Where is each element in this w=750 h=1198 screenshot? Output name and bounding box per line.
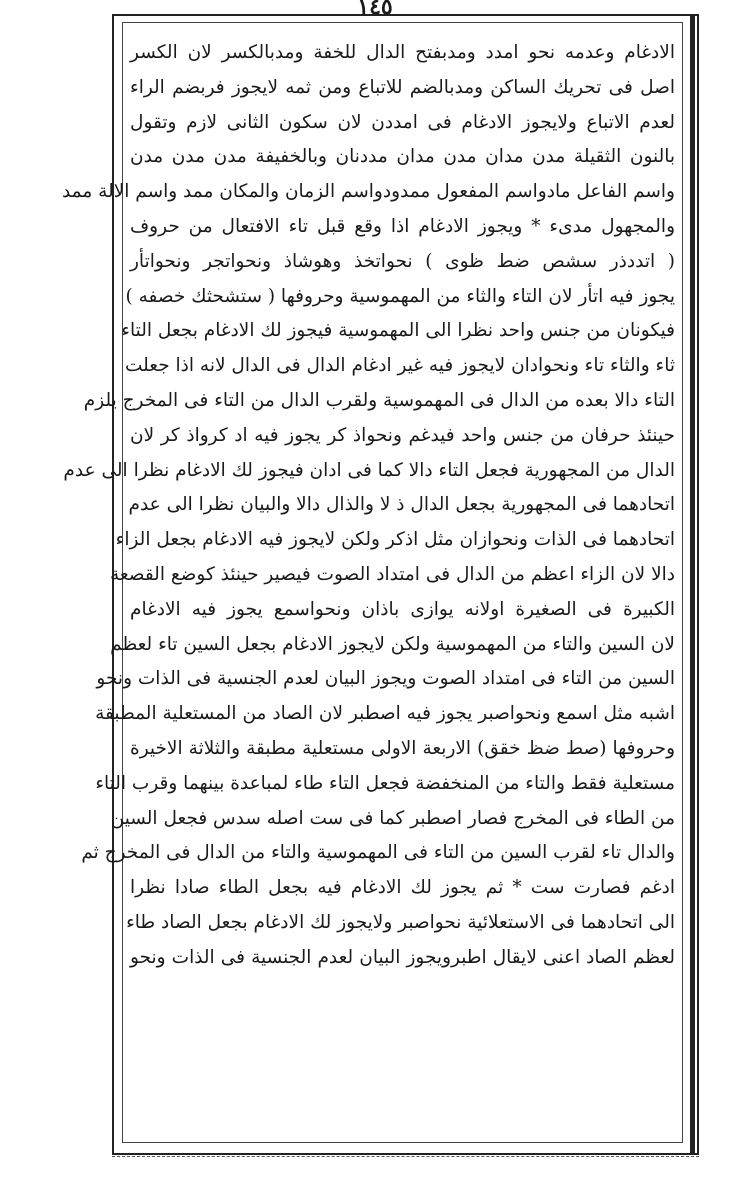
text-line: لعدم الاتباع ولايجوز الادغام فى امددن لان سكون الثانى لازم وتقول (130, 111, 675, 133)
text-line: ( اتددذر سشص ضط ظوى ) نحواتخذ وهوشاذ ونحواتجر ونحواتأر (130, 250, 675, 272)
text-line: اشبه مثل اسمع ونحواصبر يجوز فيه اصطبر لان الصاد من المستعلية المطبقة (95, 703, 675, 725)
text-line: والدال تاء لقرب السين من التاء فى المهموسية والتاء من الدال فى المخرج ثم (81, 842, 675, 864)
text-line: لعظم الصاد اعنى لايقال اطبرويجوز البيان لعدم الجنسية فى الذات ونحو (130, 946, 675, 968)
text-line: اتحادهما فى المجهورية بجعل الدال ذ لا والذال دالا والبيان نظرا الى عدم (128, 494, 675, 516)
body-text (61, 36, 675, 976)
text-line: فيكونان من جنس واحد نظرا الى المهموسية فيجوز لك الادغام بجعل التاء (121, 320, 675, 342)
text-line: والمجهول مدىء * ويجوز الادغام اذا وقع قبل تاء الافتعال من حروف (130, 215, 675, 237)
text-line: بالنون الثقيلة مدن مدان مدن مدان مددنان وبالخفيفة مدن مدن مدن (130, 146, 675, 168)
text-line: يجوز فيه اتأر لان التاء والثاء من المهموسية وحروفها ( ستشحثك خصفه ) (125, 285, 675, 307)
text-line: من الطاء فى المخرج فصار اصطبر كما فى ست اصله سدس فجعل السين (110, 807, 675, 829)
text-line: التاء دالا بعده من الدال فى المهموسية ولقرب الدال من التاء فى المخرج يلزم (83, 389, 675, 411)
text-line: حينئذ حرفان من جنس واحد فيدغم ونحواذ كر يجوز فيه اد كرواذ كر لان (130, 424, 675, 446)
text-line: الادغام وعدمه نحو امدد ومدبفتح الدال للخفة ومدبالكسر لان الكسر (130, 42, 675, 63)
page-number: ١٤٥ (357, 0, 393, 20)
text-line: واسم الفاعل مادواسم المفعول ممدودواسم الزمان والمكان ممد واسم الالة ممد (61, 181, 675, 203)
text-line: السين من التاء فى امتداد الصوت ويجوز البيان لعدم الجنسية فى الذات ونحو (96, 668, 675, 690)
text-line: وحروفها (صط ضظ خقق) الاربعة الاولى مستعلية مطبقة والثلاثة الاخيرة (130, 737, 675, 759)
text-line: ادغم فصارت ست * ثم يجوز لك الادغام فيه بجعل الطاء صادا نظرا (130, 877, 675, 899)
text-line: اتحادهما فى الذات ونحوازان مثل اذكر ولكن لايجوز فيه الادغام بجعل الزاء (115, 529, 675, 551)
page-border-right-edge (690, 14, 695, 1153)
text-line: الدال من المجهورية فجعل التاء دالا كما فى ادان فيجوز لك الادغام نظرا الى عدم (63, 459, 675, 481)
text-line: لان السين والتاء من المهموسية ولكن لايجوز الادغام بجعل السين تاء لعظم (110, 633, 675, 655)
text-line: ثاء والثاء تاء ونحوادان لايجوز فيه غير ادغام الدال فى الدال لانه اذا جعلت (124, 355, 675, 377)
bottom-rule (112, 1156, 699, 1157)
text-line: الكبيرة فى الصغيرة اولانه يوازى باذان ونحواسمع يجوز فيه الادغام (130, 598, 675, 620)
text-line: الى اتحادهما فى الاستعلائية نحواصبر ولايجوز لك الادغام بجعل الصاد طاء (126, 911, 675, 933)
text-line: مستعلية فقط والتاء من المنخفضة فجعل التاء طاء لمباعدة بينهما وقرب التاء (95, 772, 675, 794)
text-line: دالا لان الزاء اعظم من الدال فى امتداد الصوت فيصير حينئذ كوضع القصعة (109, 563, 675, 585)
text-line: اصل فى تحريك الساكن ومدبالضم للاتباع ومن ثمه لايجوز فربضم الراء (130, 76, 675, 98)
